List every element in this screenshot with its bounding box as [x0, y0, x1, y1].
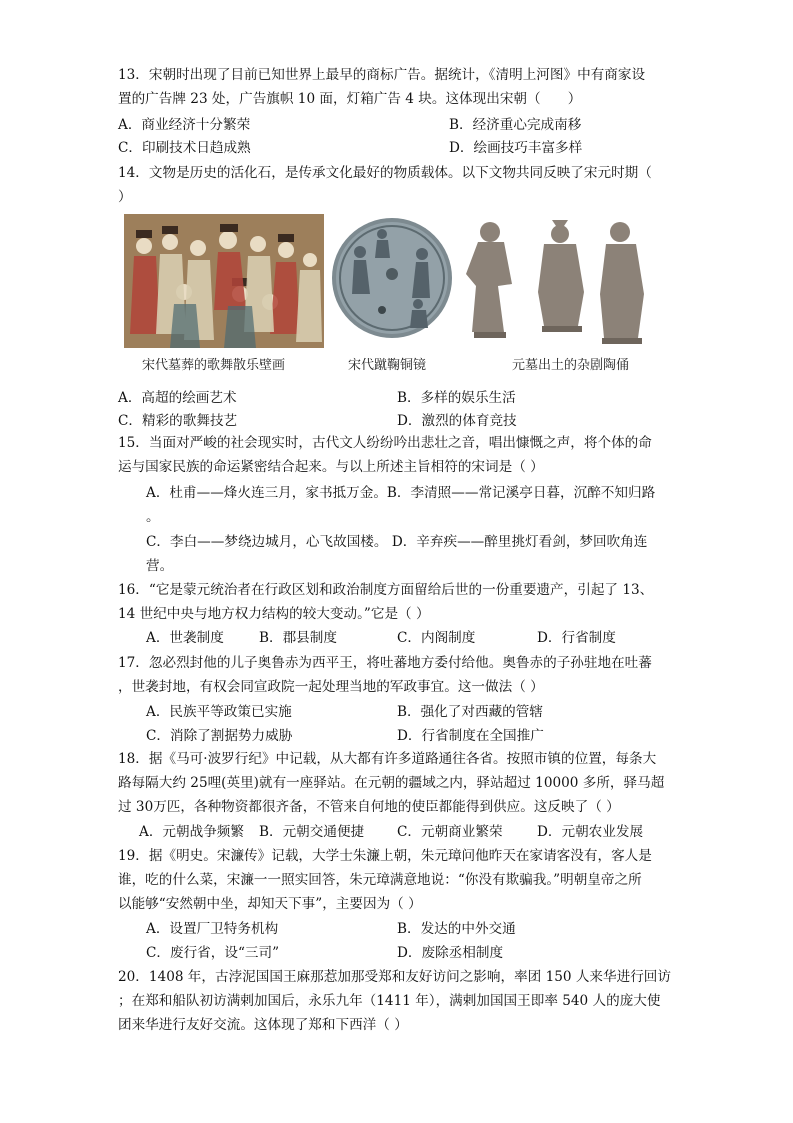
q20-stem-line1: 20．1408 年，古浡泥国国王麻那惹加那受郑和友好访问之影响，率团 150 人来华进行回访	[118, 969, 671, 985]
q17-option-c: C．消除了割据势力威胁	[146, 728, 293, 744]
q15-stem-line2: 运与国家民族的命运紧密结合起来。与以上所述主旨相符的宋词是（ ）	[118, 459, 544, 475]
q13-stem-line2: 置的广告牌 23 处，广告旗帜 10 面，灯箱广告 4 块。这体现出宋朝（ ）	[118, 91, 582, 107]
q13-option-c: C．印刷技术日趋成熟	[118, 140, 251, 156]
q19-stem-line2: 谁，吃的什么菜，宋濂一一照实回答，朱元璋满意地说：“你没有欺骗我。”明朝皇帝之所	[118, 872, 642, 888]
q17-option-b: B．强化了对西藏的管辖	[397, 704, 543, 720]
q19-option-d: D．废除丞相制度	[397, 945, 504, 961]
mirror-caption: 宋代蹴鞠铜镜	[348, 358, 427, 373]
q18-stem-line2: 路每隔大约 25哩(英里)就有一座驿站。在元朝的疆域之内，驿站超过 10000 多所，驿马超	[118, 775, 665, 791]
q20-stem-line2: ；在郑和船队初访满剌加国后，永乐九年（1411 年），满剌加国国王即率 540 人的庞大使	[118, 993, 661, 1009]
q18-option-c: C．元朝商业繁荣	[397, 824, 503, 840]
q15-options-ab: A．杜甫——烽火连三月，家书抵万金。B．李清照——常记溪亭日暮，沉醉不知归路	[146, 485, 656, 501]
q16-option-c: C．内阁制度	[397, 630, 476, 646]
q14-stem-line1: 14．文物是历史的活化石，是传承文化最好的物质载体。以下文物共同反映了宋元时期（	[118, 165, 652, 181]
q18-stem-line1: 18．据《马可·波罗行纪》中记载，从大都有许多道路通往各省。按照市镇的位置，每条大	[118, 751, 657, 767]
q20-stem-line3: 团来华进行友好交流。这体现了郑和下西洋（ ）	[118, 1017, 408, 1033]
q19-option-c: C．废行省，设“三司”	[146, 945, 280, 961]
q14-option-b: B．多样的娱乐生活	[397, 390, 516, 406]
q17-stem-line2: ，世袭封地，有权会同宣政院一起处理当地的军政事宜。这一做法（ ）	[118, 679, 544, 695]
q15-stem-line1: 15．当面对严峻的社会现实时，古代文人纷纷吟出悲壮之音，唱出慷慨之声，将个体的命	[118, 435, 652, 451]
mural-caption: 宋代墓葬的歌舞散乐壁画	[142, 358, 286, 373]
q13-option-d: D．绘画技巧丰富多样	[449, 140, 583, 156]
q14-artifact-figures	[124, 214, 654, 374]
figurines-caption: 元墓出土的杂剧陶俑	[512, 358, 630, 373]
q15-options-ab-cont: 。	[146, 509, 160, 525]
q14-stem-line2: ）	[118, 189, 132, 205]
q16-option-d: D．行省制度	[537, 630, 616, 646]
q19-option-a: A．设置厂卫特务机构	[146, 921, 279, 937]
q19-stem-line3: 以能够“安然朝中坐，却知天下事”，主要因为（ ）	[118, 896, 422, 912]
q17-stem-line1: 17．忽必烈封他的儿子奥鲁赤为西平王，将吐蕃地方委付给他。奥鲁赤的子孙驻地在吐蕃	[118, 655, 652, 671]
q16-stem-line2: 14 世纪中央与地方权力结构的较大变动。”它是（ ）	[118, 606, 430, 622]
q14-option-d: D．激烈的体育竞技	[397, 413, 517, 429]
q13-option-a: A．商业经济十分繁荣	[118, 117, 251, 133]
q18-option-a: A．元朝战争频繁	[139, 824, 244, 840]
q16-option-a: A．世袭制度	[146, 630, 224, 646]
q13-stem-line1: 13．宋朝时出现了目前已知世界上最早的商标广告。据统计，《清明上河图》中有商家设	[118, 67, 646, 83]
yuan-zaju-figurines-image	[460, 214, 656, 350]
q18-option-d: D．元朝农业发展	[537, 824, 644, 840]
song-tomb-mural-image	[124, 214, 324, 348]
cuju-bronze-mirror-image	[330, 214, 454, 342]
q18-stem-line3: 过 30万匹，各种物资都很齐备，不管来自何地的使臣都能得到供应。这反映了（ ）	[118, 799, 620, 815]
q15-options-cd: C．李白——梦绕边城月，心飞故国楼。 D．辛弃疾——醉里挑灯看剑，梦回吹角连	[146, 534, 648, 550]
q16-option-b: B．郡县制度	[259, 630, 337, 646]
q15-options-cd-cont: 营。	[146, 558, 174, 574]
q19-stem-line1: 19．据《明史。宋濂传》记载，大学士朱濂上朝，朱元璋问他昨天在家请客没有，客人是	[118, 848, 652, 864]
q17-option-a: A．民族平等政策已实施	[146, 704, 292, 720]
q13-option-b: B．经济重心完成南移	[449, 117, 582, 133]
q19-option-b: B．发达的中外交通	[397, 921, 516, 937]
q14-option-c: C．精彩的歌舞技艺	[118, 413, 238, 429]
q16-stem-line1: 16．“它是蒙元统治者在行政区划和政治制度方面留给后世的一份重要遗产，引起了 13、	[118, 582, 654, 598]
q14-option-a: A．高超的绘画艺术	[118, 390, 237, 406]
q17-option-d: D．行省制度在全国推广	[397, 728, 544, 744]
q18-option-b: B．元朝交通便捷	[259, 824, 365, 840]
